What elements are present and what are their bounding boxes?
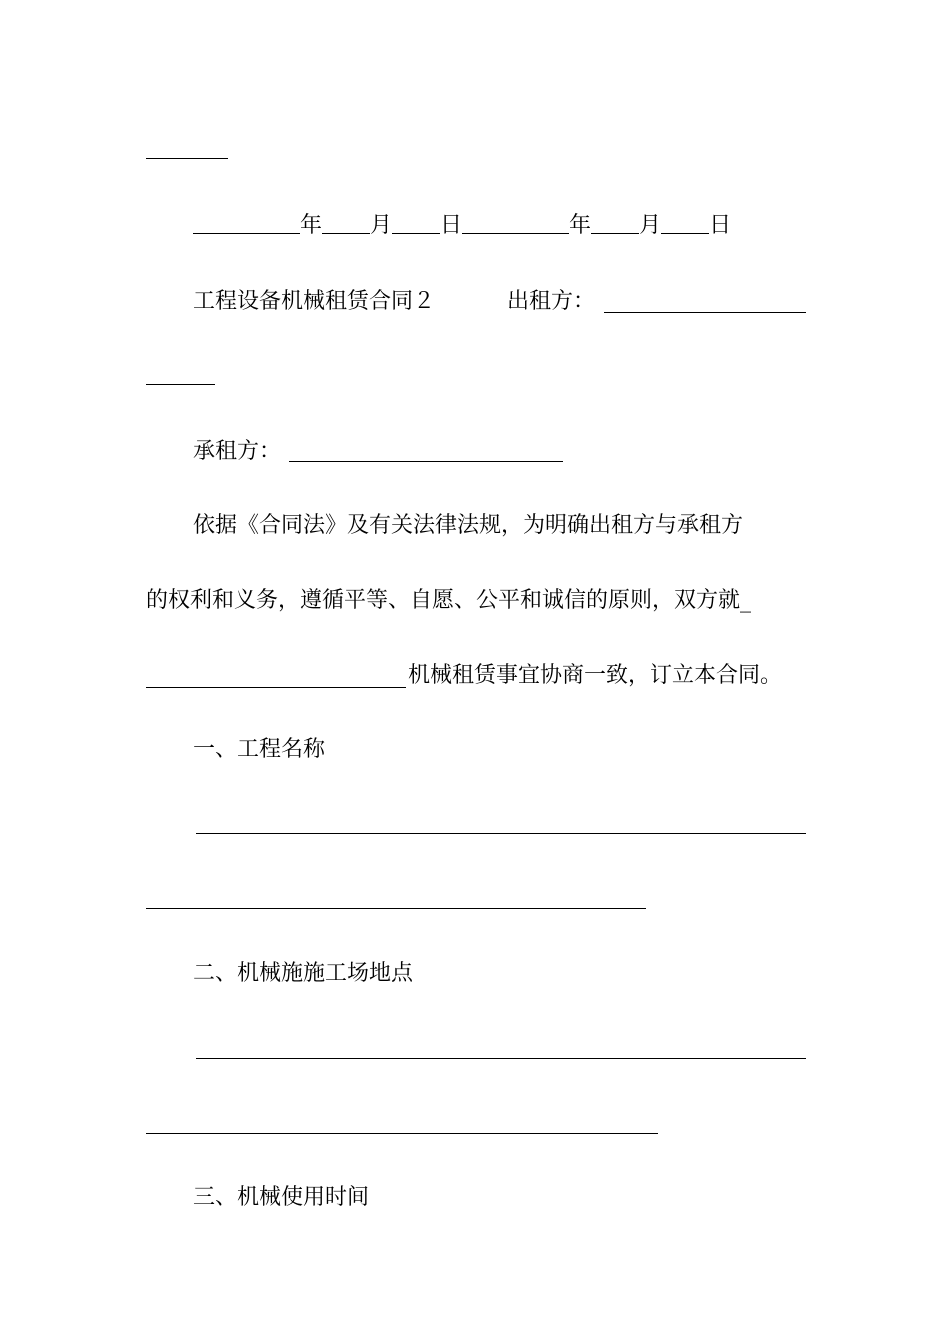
paragraph-text-1: 依据《合同法》及有关法律法规，为明确出租方与承租方 (193, 513, 744, 538)
paragraph-line-2 (146, 583, 751, 619)
fill-blank-day-2 (661, 209, 709, 234)
paragraph-text-2: 的权利和义务，遵循平等、自愿、公平和诚信的原则，双方就 (146, 588, 741, 613)
contract-title: 工程设备机械租赁合同２ (193, 289, 436, 314)
fill-blank-site-1 (196, 1057, 806, 1059)
fill-blank-top (146, 157, 228, 159)
section-heading-2 (193, 956, 413, 992)
year-label-1: 年 (300, 213, 323, 238)
fill-blank-month-2 (591, 209, 639, 234)
year-label-2: 年 (569, 213, 592, 238)
section-2-title: 二、机械施施工场地点 (193, 961, 414, 986)
lessor-line (507, 284, 595, 320)
paragraph-line-3 (408, 658, 782, 694)
section-heading-1 (193, 732, 325, 768)
day-label-1: 日 (440, 213, 463, 238)
fill-blank-year-1 (193, 209, 300, 234)
fill-blank-month-1 (322, 209, 370, 234)
month-label-2: 月 (639, 213, 662, 238)
day-label-2: 日 (709, 213, 732, 238)
month-label-1: 月 (370, 213, 393, 238)
lessee-label: 承租方： (193, 439, 282, 464)
fill-blank-project-name-2 (146, 907, 646, 909)
lessee-line (193, 434, 281, 470)
contract-title-line (193, 284, 435, 320)
fill-blank-lessor-cont (146, 383, 215, 385)
fill-blank-year-2 (462, 209, 569, 234)
section-heading-3 (193, 1180, 369, 1216)
section-3-title: 三、机械使用时间 (193, 1185, 370, 1210)
fill-blank-project-name-1 (196, 832, 806, 834)
signature-date-line (193, 208, 731, 244)
paragraph-line-1 (193, 508, 743, 544)
fill-blank-site-2 (146, 1132, 658, 1134)
paragraph-text-2-tail: _ (740, 588, 752, 613)
fill-blank-equipment (146, 686, 406, 688)
paragraph-text-3: 机械租赁事宜协商一致，订立本合同。 (408, 663, 783, 688)
fill-blank-lessor (604, 311, 806, 313)
lessor-label: 出租方： (507, 289, 596, 314)
section-1-title: 一、工程名称 (193, 737, 326, 762)
fill-blank-lessee (289, 460, 563, 462)
fill-blank-day-1 (392, 209, 440, 234)
